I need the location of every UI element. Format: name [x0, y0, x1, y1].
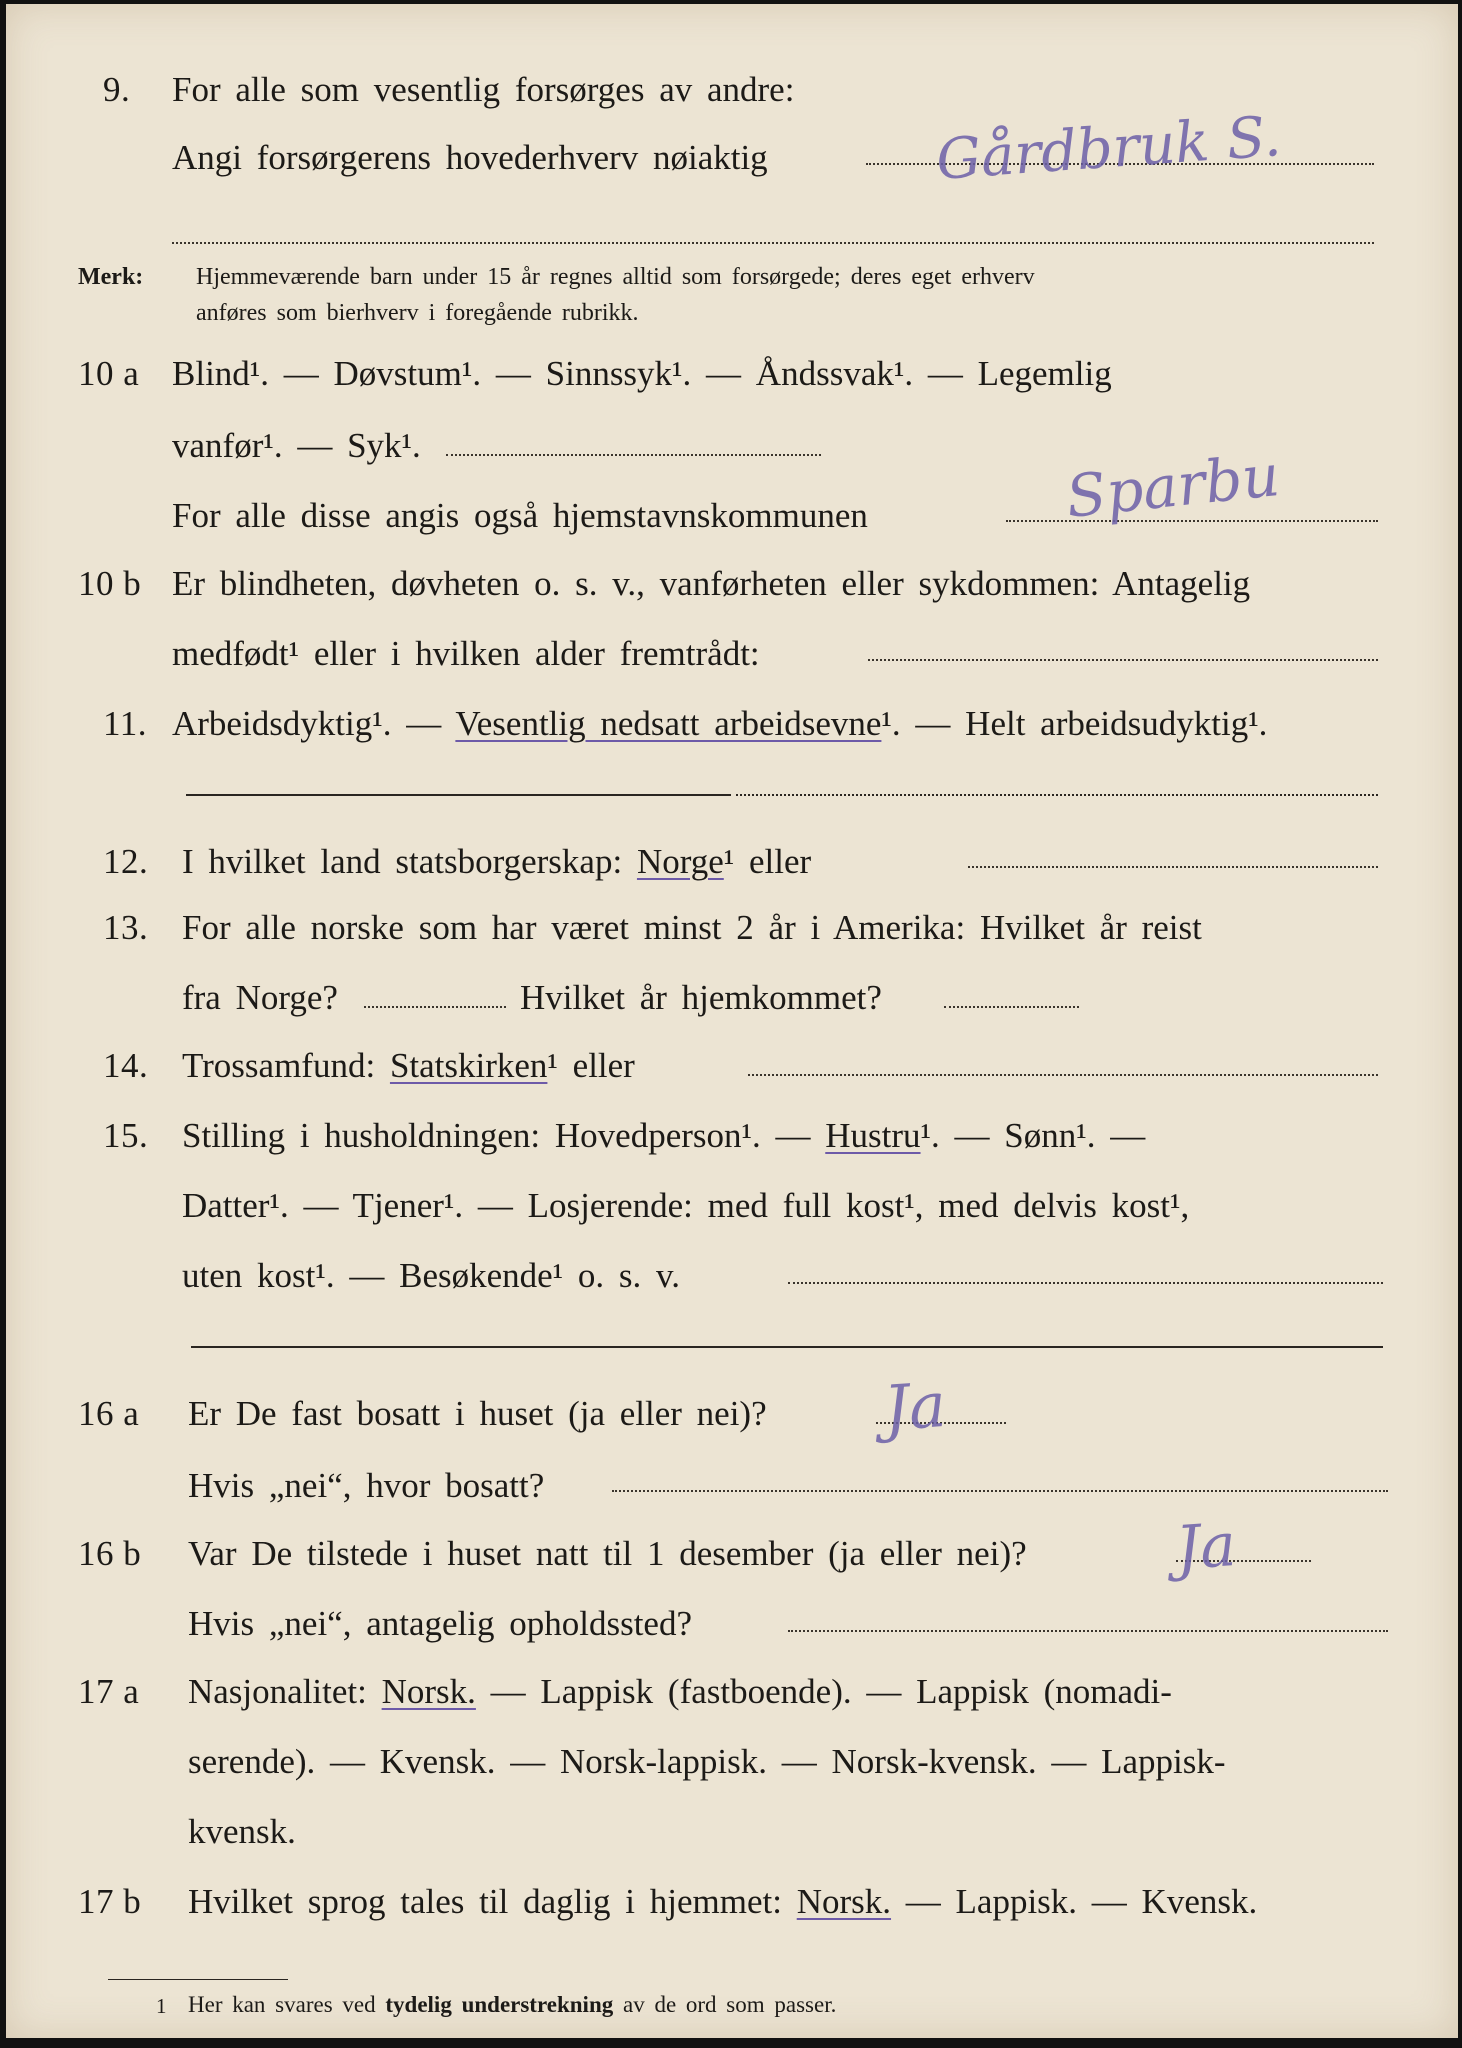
q13-number: 13.: [103, 908, 149, 947]
q16a-number: 16 a: [78, 1394, 140, 1433]
q16b-location-line[interactable]: [788, 1630, 1388, 1632]
q9-line1: For alle som vesentlig forsørges av andre:: [172, 70, 795, 109]
q15-line1-suffix: ¹. — Sønn¹. —: [920, 1116, 1146, 1155]
q16a-line1: Er De fast bosatt i huset (ja eller nei)?: [188, 1394, 767, 1433]
q12-answer-line[interactable]: [968, 866, 1378, 868]
q10b-answer-line[interactable]: [868, 659, 1378, 661]
footnote-prefix: Her kan svares ved: [188, 1992, 386, 2017]
q17a-line2: serende). — Kvensk. — Norsk-lappisk. — Norsk-kvensk. — Lappisk-: [188, 1742, 1226, 1781]
q16b-line2: Hvis „nei“, antagelig opholdssted?: [188, 1604, 692, 1643]
q10b-line2: medfødt¹ eller i hvilken alder fremtrådt:: [172, 634, 760, 673]
q11-rule-right: [736, 794, 1378, 796]
q17b-selected-norsk[interactable]: Norsk.: [796, 1882, 892, 1921]
q10a-handwritten-answer: Sparbu: [1063, 441, 1283, 531]
q14-prefix: Trossamfund:: [182, 1046, 390, 1085]
q17b-number: 17 b: [78, 1882, 142, 1921]
q10b-line1: Er blindheten, døvheten o. s. v., vanførheten eller sykdommen: Antagelig: [172, 564, 1251, 603]
q14-suffix: ¹ eller: [547, 1046, 635, 1085]
merk-line2: anføres som bierhverv i foregående rubrikk.: [196, 300, 639, 326]
q12-number: 12.: [103, 842, 149, 881]
q14-number: 14.: [103, 1046, 149, 1085]
q12-suffix: ¹ eller: [723, 842, 812, 881]
q14-text: [182, 1046, 635, 1086]
q12-selected-norge[interactable]: Norge: [636, 842, 724, 881]
q11-selected-option[interactable]: Vesentlig nedsatt arbeidsevne: [455, 704, 882, 743]
q10a-line2: vanfør¹. — Syk¹.: [172, 426, 421, 465]
q13-return-line[interactable]: [944, 1006, 1079, 1008]
q11-option3[interactable]: ¹. — Helt arbeidsudyktig¹.: [881, 704, 1268, 743]
q15-line2: Datter¹. — Tjener¹. — Losjerende: med full kost¹, med delvis kost¹,: [182, 1186, 1190, 1225]
footnote-mark: 1: [156, 1994, 167, 2018]
q17a-selected-norsk[interactable]: Norsk.: [381, 1672, 476, 1711]
q10a-line1: Blind¹. — Døvstum¹. — Sinnssyk¹. — Åndssvak¹. — Legemlig: [172, 354, 1112, 393]
footnote-rule: [108, 1979, 288, 1980]
q15-selected-hustru[interactable]: Hustru: [825, 1116, 921, 1155]
q17a-prefix: Nasjonalitet:: [188, 1672, 382, 1711]
q11-options: [172, 704, 1267, 744]
q10a-illness-line[interactable]: [446, 454, 821, 456]
q11-option1[interactable]: Arbeidsdyktig¹. —: [172, 704, 456, 743]
q11-number: 11.: [103, 704, 147, 743]
q14-selected-statskirken[interactable]: Statskirken: [389, 1046, 548, 1085]
q16a-residence-line[interactable]: [612, 1490, 1388, 1492]
q10a-answer-line[interactable]: [1006, 520, 1378, 522]
q16b-line1: Var De tilstede i huset natt til 1 desember (ja eller nei)?: [188, 1534, 1027, 1573]
q15-line1: [182, 1116, 1145, 1156]
q13-line1: For alle norske som har været minst 2 år i Amerika: Hvilket år reist: [182, 908, 1202, 947]
q15-line3: uten kost¹. — Besøkende¹ o. s. v.: [182, 1256, 681, 1295]
q16b-handwritten-answer: Ja: [1173, 1509, 1239, 1585]
q16b-number: 16 b: [78, 1534, 142, 1573]
q9-handwritten-answer: Gårdbruk S.: [934, 104, 1284, 193]
q16a-handwritten-answer: Ja: [881, 1367, 949, 1446]
merk-line1: Hjemmeværende barn under 15 år regnes alltid som forsørgede; deres eget erhverv: [196, 264, 1035, 290]
q11-rule-left: [186, 794, 731, 796]
merk-label: Merk:: [78, 264, 144, 290]
footnote-text: [188, 1992, 836, 2018]
q10a-line3: For alle disse angis også hjemstavnskommunen: [172, 496, 868, 535]
q12-prefix: I hvilket land statsborgerskap:: [182, 842, 637, 881]
q13-line2b: Hvilket år hjemkommet?: [520, 978, 882, 1017]
q12-text: [182, 842, 811, 882]
q14-answer-line[interactable]: [748, 1074, 1378, 1076]
q13-departure-line[interactable]: [364, 1006, 506, 1008]
census-form-page: [6, 4, 1458, 2038]
q17b-text: [188, 1882, 1257, 1922]
q17b-suffix: — Lappisk. — Kvensk.: [891, 1882, 1258, 1921]
q15-answer-line[interactable]: [788, 1282, 1383, 1284]
q15-rule: [191, 1346, 1383, 1348]
q17a-line1: [188, 1672, 1172, 1712]
q17a-number: 17 a: [78, 1672, 140, 1711]
q9-extra-line: [172, 242, 1374, 244]
q17a-line3: kvensk.: [188, 1812, 296, 1851]
q15-line1-prefix: Stilling i husholdningen: Hovedperson¹. —: [182, 1116, 826, 1155]
q10b-number: 10 b: [78, 564, 142, 603]
q17a-line1-rest: — Lappisk (fastboende). — Lappisk (nomadi-: [475, 1672, 1172, 1711]
q9-line2: Angi forsørgerens hovederhverv nøiaktig: [172, 138, 768, 177]
q16a-line2: Hvis „nei“, hvor bosatt?: [188, 1466, 545, 1505]
q15-number: 15.: [103, 1116, 149, 1155]
q13-line2a: fra Norge?: [182, 978, 338, 1017]
q10a-number: 10 a: [78, 354, 140, 393]
q9-number: 9.: [103, 70, 131, 109]
q17b-prefix: Hvilket sprog tales til daglig i hjemmet:: [188, 1882, 797, 1921]
footnote-suffix: av de ord som passer.: [613, 1992, 837, 2017]
footnote-bold: tydelig understrekning: [385, 1992, 614, 2017]
